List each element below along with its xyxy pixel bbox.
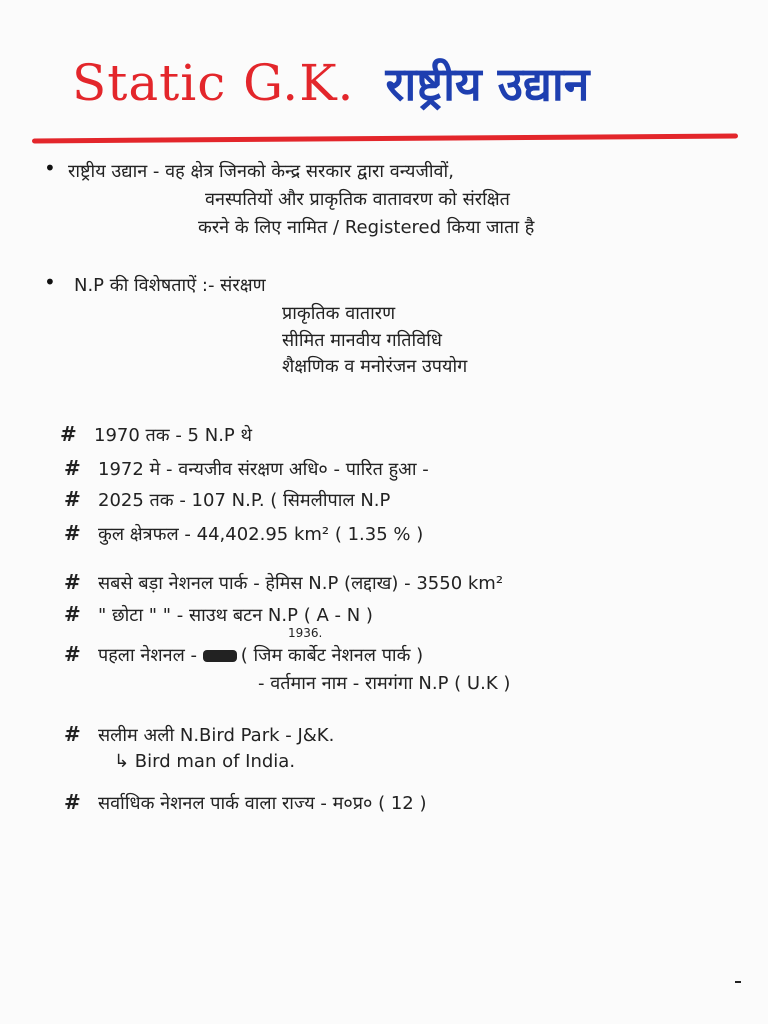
hash-icon: # [64, 722, 81, 746]
hash-icon: # [64, 570, 81, 594]
first-park-line: # पहला नेशनल - ( जिम कार्बेट नेशनल पार्क ) [64, 642, 424, 666]
feature-item: सीमित मानवीय गतिविधि [282, 330, 442, 351]
hash-icon: # [64, 602, 81, 626]
bullet-icon: • [44, 156, 56, 180]
title-hindi: राष्ट्रीय उद्यान [385, 57, 590, 111]
first-park-current: - वर्तमान नाम - रामगंगा N.P ( U.K ) [258, 673, 511, 694]
hash-icon: # [64, 487, 81, 511]
definition-line-2: वनस्पतियों और प्राकृतिक वातावरण को संरक्षित [205, 189, 510, 210]
features-heading: N.P की विशेषताऐं :- संरक्षण [74, 275, 266, 296]
title-english: Static G.K. [72, 54, 355, 112]
last-fact: # सर्वाधिक नेशनल पार्क वाला राज्य - म०प्र० ( 12 ) [64, 790, 427, 814]
definition-line-3: करने के लिए नामित / Registered किया जाता है [198, 217, 535, 238]
bullet-icon: • [44, 270, 56, 294]
salim-line-1: # सलीम अली N.Bird Park - J&K. [64, 722, 335, 746]
title-underline [32, 134, 738, 144]
hash-icon: # [60, 422, 77, 446]
hash-icon: # [64, 521, 81, 545]
fact-line: # सबसे बड़ा नेशनल पार्क - हेमिस N.P (लद्दाख) - 3550 km² [64, 570, 504, 594]
salim-line-2: ↳ Bird man of India. [114, 751, 296, 772]
stray-mark [735, 981, 741, 983]
hash-icon: # [64, 790, 81, 814]
fact-line: # " छोटा " " - साउथ बटन N.P ( A - N ) [64, 602, 373, 626]
page-title [72, 52, 589, 132]
definition-line-1: राष्ट्रीय उद्यान - वह क्षेत्र जिनको केन्द्र सरकार द्वारा वन्यजीवों, [68, 161, 454, 182]
fact-line: # 1970 तक - 5 N.P थे [60, 422, 252, 446]
scribble-mark [203, 650, 237, 662]
fact-line: # कुल क्षेत्रफल - 44,402.95 km² ( 1.35 % ) [64, 521, 424, 545]
feature-item: प्राकृतिक वातारण [282, 303, 396, 324]
fact-line: # 2025 तक - 107 N.P. ( सिमलीपाल N.P [64, 487, 391, 511]
feature-item: शैक्षणिक व मनोरंजन उपयोग [282, 356, 468, 377]
first-park-year: 1936. [288, 626, 323, 640]
hash-icon: # [64, 456, 81, 480]
fact-line: # 1972 मे - वन्यजीव संरक्षण अधि० - पारित हुआ - [64, 456, 429, 480]
hash-icon: # [64, 642, 81, 666]
